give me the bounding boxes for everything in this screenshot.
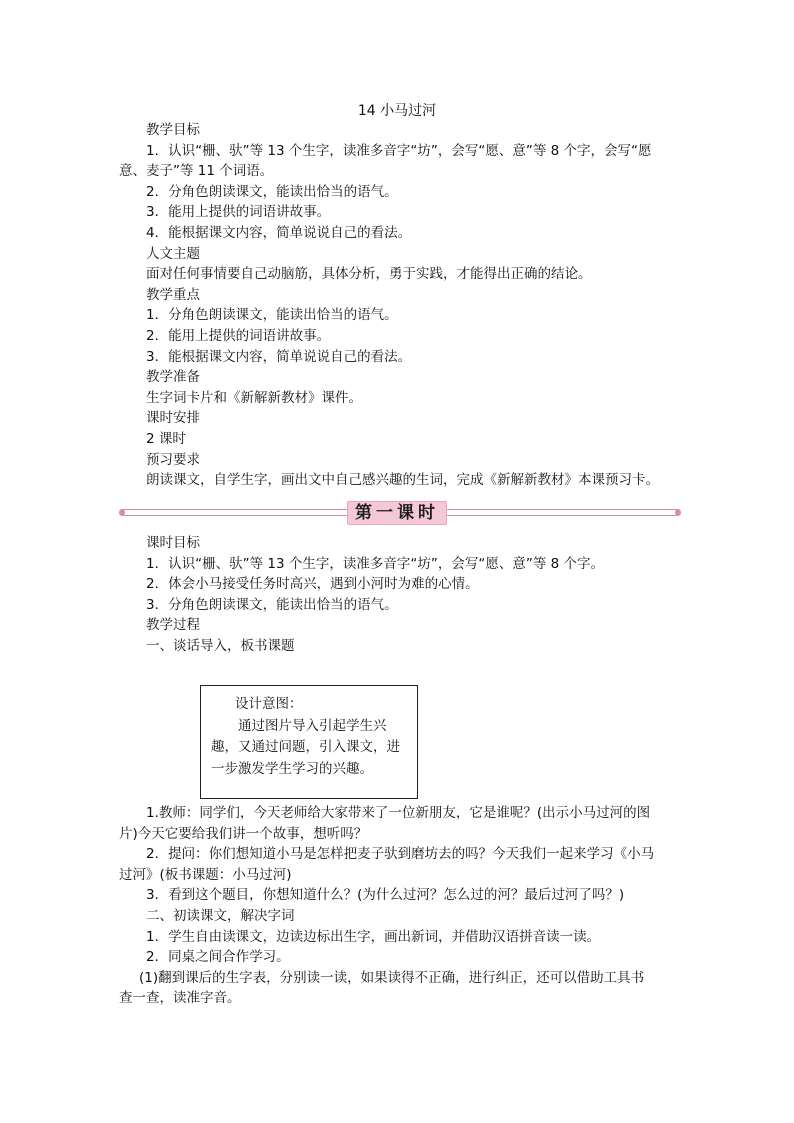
- step-two-sub-1-line-a: (1)翻到课后的生字表，分别读一读，如果读得不正确，进行纠正，还可以借助工具书: [139, 969, 645, 986]
- process-2-line-a: 2．提问：你们想知道小马是怎样把麦子驮到磨坊去的吗？今天我们一起来学习《小马: [146, 846, 655, 863]
- process-1-line-b: 片)今天它要给我们讲一个故事，想听吗？: [119, 825, 368, 842]
- divider-dot-right-icon: [675, 509, 681, 516]
- design-intent-box: [200, 685, 418, 799]
- lesson-goal-1: 1．认识“栅、驮”等 13 个生字，读准多音字“坊”，会写“愿、意”等 8 个字。: [146, 555, 604, 572]
- goal-1-line-b: 意、麦子”等 11 个词语。: [119, 163, 274, 180]
- key-point-3: 3．能根据课文内容，简单说说自己的看法。: [146, 348, 412, 365]
- heading-humanistic-theme: 人文主题: [146, 245, 200, 262]
- process-2-line-b: 过河》(板书课题：小马过河): [119, 866, 292, 883]
- step-two-heading: 二、初读课文，解决字词: [146, 907, 295, 924]
- goal-3: 3．能用上提供的词语讲故事。: [146, 204, 331, 221]
- heading-teaching-process: 教学过程: [146, 617, 200, 634]
- lesson-goal-3: 3．分角色朗读课文，能读出恰当的语气。: [146, 596, 398, 613]
- humanistic-theme-text: 面对任何事情要自己动脑筋，具体分析，勇于实践，才能得出正确的结论。: [146, 266, 592, 283]
- divider-dot-left-icon: [119, 509, 125, 516]
- step-two-item-2: 2．同桌之间合作学习。: [146, 949, 290, 966]
- heading-schedule: 课时安排: [146, 410, 200, 427]
- goal-1-line-a: 1．认识“栅、驮”等 13 个生字，读准多音字“坊”，会写“愿、意”等 8 个字，会写“愿: [146, 142, 652, 159]
- heading-lesson-goals: 课时目标: [146, 535, 200, 551]
- preparation-text: 生字词卡片和《新解新教材》课件。: [146, 389, 362, 406]
- process-3: 3．看到这个题目，你想知道什么？(为什么过河？怎么过的河？最后过河了吗？): [146, 887, 625, 904]
- schedule-text: 2 课时: [146, 430, 186, 447]
- heading-preparation: 教学准备: [146, 369, 200, 386]
- lesson-divider: [119, 499, 681, 527]
- design-intent-body: 通过图片导入引起学生兴趣，又通过问题，引入课文，进一步激发学生学习的兴趣。: [211, 717, 400, 777]
- divider-label: 第一课时: [347, 501, 447, 525]
- step-two-sub-1-line-b: 查一查，读准字音。: [119, 990, 241, 1007]
- lesson-goal-2: 2．体会小马接受任务时高兴，遇到小河时为难的心情。: [146, 576, 479, 593]
- first-lesson-section: [119, 533, 681, 657]
- preview-text: 朗读课文，自学生字，画出文中自己感兴趣的生词，完成《新解新教材》本课预习卡。: [146, 472, 659, 489]
- heading-teaching-goals: 教学目标: [146, 122, 200, 138]
- heading-preview: 预习要求: [146, 451, 200, 468]
- key-point-2: 2．能用上提供的词语讲故事。: [146, 327, 331, 344]
- goal-2: 2．分角色朗读课文，能读出恰当的语气。: [146, 183, 398, 200]
- step-two-item-1: 1．学生自由读课文，边读边标出生字，画出新词，并借助汉语拼音读一读。: [146, 928, 601, 945]
- step-one-heading: 一、谈话导入，板书课题: [146, 637, 295, 654]
- lesson-title: 14 小马过河: [357, 103, 437, 119]
- lesson-process: [119, 803, 681, 1009]
- heading-key-points: 教学重点: [146, 286, 200, 303]
- process-1-line-a: 1.教师：同学们，今天老师给大家带来了一位新朋友，它是谁呢？(出示小马过河的图: [146, 805, 651, 821]
- design-intent-title: 设计意图：: [235, 696, 303, 712]
- goal-4: 4．能根据课文内容，简单说说自己的看法。: [146, 224, 412, 241]
- key-point-1: 1．分角色朗读课文，能读出恰当的语气。: [146, 307, 398, 324]
- lesson-overview: [119, 120, 681, 491]
